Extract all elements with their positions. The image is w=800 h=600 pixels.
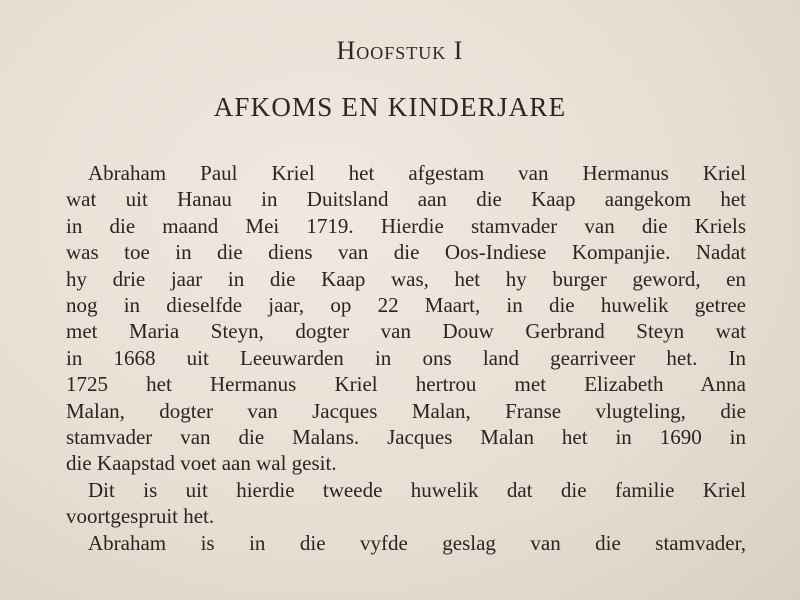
chapter-heading: Hoofstuk I <box>336 36 464 65</box>
text-line: was toe in die diens van die Oos-Indiese Kompanjie. Nadat <box>66 240 746 265</box>
text-line: Abraham Paul Kriel het afgestam van Hermanus Kriel <box>88 161 746 185</box>
text-line: nog in dieselfde jaar, op 22 Maart, in die huwelik getree <box>66 293 746 318</box>
body-text <box>66 160 746 556</box>
text-line: die Kaapstad voet aan wal gesit. <box>66 451 337 476</box>
text-line: voortgespruit het. <box>66 504 215 529</box>
text-line: Malan, dogter van Jacques Malan, Franse vlugteling, die <box>66 398 746 423</box>
text-line: wat uit Hanau in Duitsland aan die Kaap aangekom het <box>66 187 746 212</box>
text-line: Dit is uit hierdie tweede huwelik dat die familie Kriel <box>88 477 746 502</box>
text-line: in 1668 uit Leeuwarden in ons land gearriveer het. In <box>66 345 746 370</box>
text-line: 1725 het Hermanus Kriel hertrou met Elizabeth Anna <box>66 372 746 397</box>
text-line: hy drie jaar in die Kaap was, het hy burger geword, en <box>66 266 746 291</box>
text-line: met Maria Steyn, dogter van Douw Gerbrand Steyn wat <box>66 319 746 344</box>
chapter-title: AFKOMS EN KINDERJARE <box>213 92 567 122</box>
text-line: in die maand Mei 1719. Hierdie stamvader van die Kriels <box>66 213 746 238</box>
text-line: Abraham is in die vyfde geslag van die stamvader, <box>88 530 746 555</box>
text-line: stamvader van die Malans. Jacques Malan het in 1690 in <box>66 425 746 450</box>
